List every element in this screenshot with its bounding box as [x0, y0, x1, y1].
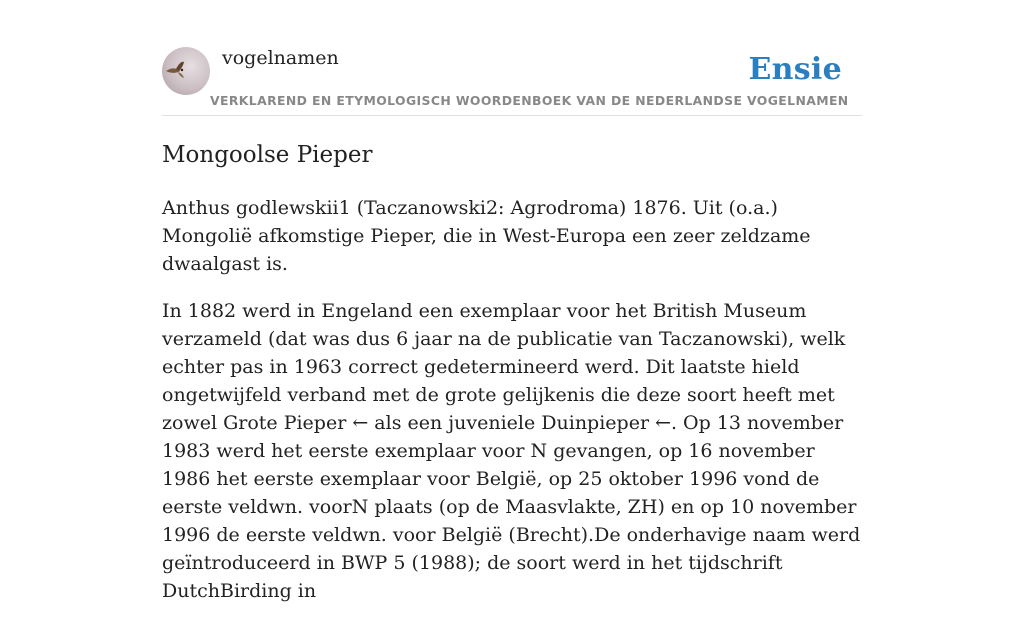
- paragraph-history: In 1882 werd in Engeland een exemplaar voor het British Museum verzameld (dat was dus 6 jaar na de publicatie van Taczanowski), welk echter pas in 1963 correct gedetermineerd werd. Dit laatste hield ongetwijfeld verband met de grote gelijkenis die deze soort heeft met zowel Grote Pieper ← als een juveniele Duinpieper ←. Op 13 november 1983 werd het eerste exemplaar voor N gevangen, op 16 november 1986 het eerste exemplaar voor België, op 25 oktober 1996 vond de eerste veldwn. voorN plaats (op de Maasvlakte, ZH) en op 10 november 1996 de eerste veldwn. voor België (Brecht).De onderhavige naam werd geïntroduceerd in BWP 5 (1988); de soort werd in het tijdschrift DutchBirding in: [162, 300, 861, 602]
- avatar[interactable]: [162, 47, 210, 95]
- brand-logo[interactable]: Ensie: [748, 52, 842, 87]
- site-name-link[interactable]: vogelnamen: [222, 47, 339, 69]
- article-body: [162, 194, 862, 624]
- page-title: Mongoolse Pieper: [162, 142, 373, 168]
- page: [162, 0, 862, 602]
- site-header: [162, 0, 862, 116]
- paragraph-intro: Anthus godlewskii1 (Taczanowski2: Agrodroma) 1876. Uit (o.a.) Mongolië afkomstige Pieper, die in West-Europa een zeer zeldzame dwaalgast is.: [162, 197, 811, 275]
- site-tagline: VERKLAREND EN ETYMOLOGISCH WOORDENBOEK VAN DE NEDERLANDSE VOGELNAMEN: [210, 93, 849, 108]
- bird-photo-icon: [162, 47, 210, 95]
